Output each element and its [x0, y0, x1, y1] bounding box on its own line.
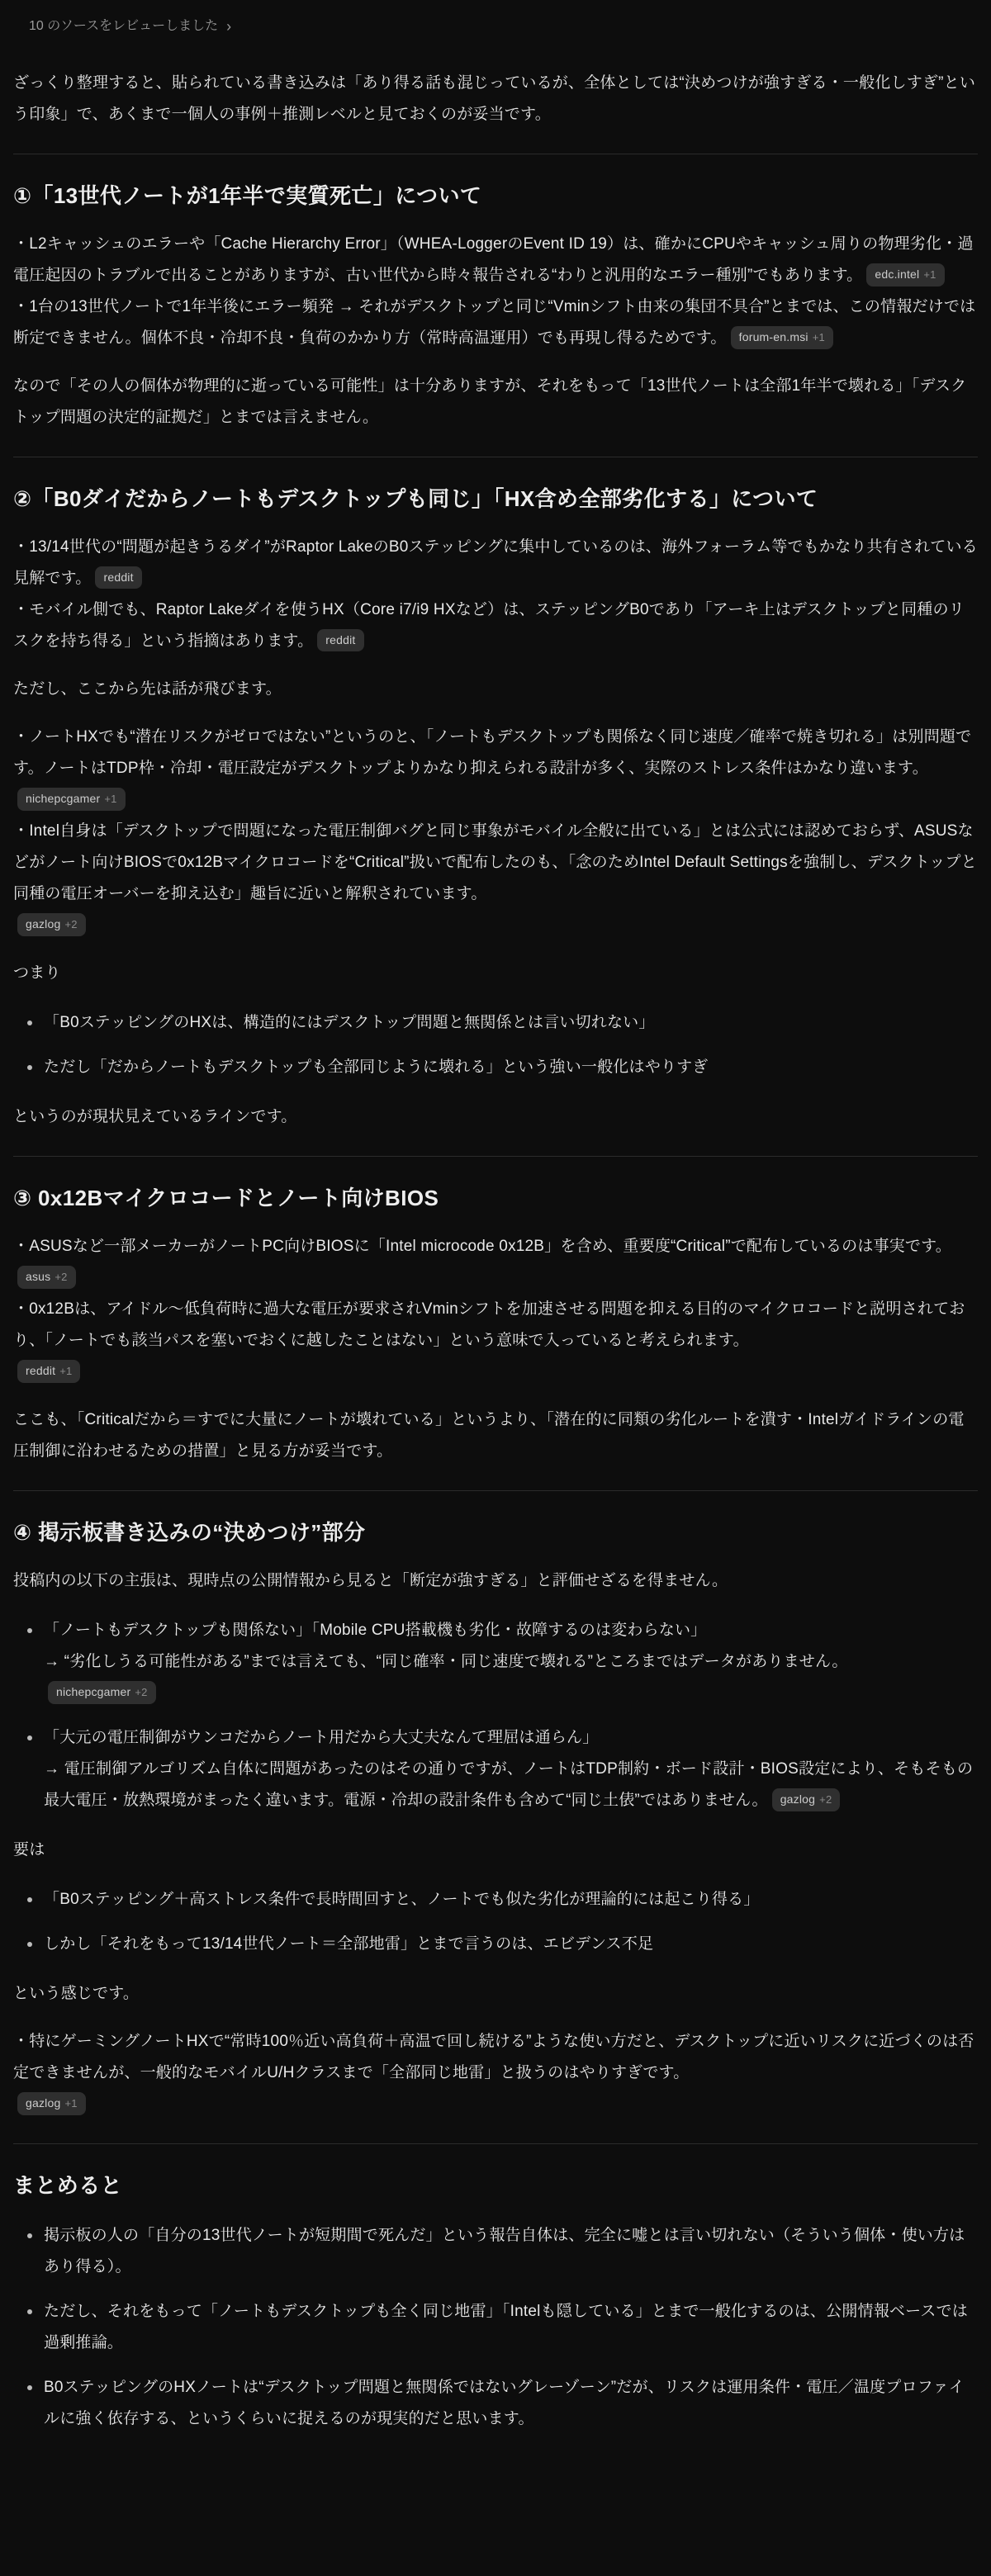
citation-extra-count: +1: [59, 1365, 73, 1377]
paragraph: [13, 1404, 978, 1467]
text-run: というのが現状見えているラインです。: [13, 1108, 297, 1125]
citation-extra-count: +1: [64, 2097, 78, 2110]
citation-chip[interactable]: [317, 629, 363, 651]
list-item: [21, 2296, 978, 2359]
section-heading: まとめると: [13, 2173, 123, 2198]
text-run: ・13/14世代の“問題が起きうるダイ”がRaptor LakeのB0ステッピングに集中しているのは、海外フォーラム等でもかなり共有されている見解です。: [13, 538, 978, 587]
text-run: B0ステッピングのHXノートは“デスクトップ問題と無関係ではないグレーゾーン”だが、リスクは運用条件・電圧／温度プロファイルに強く依存する、というくらいに捉えるのが現実的だと思います。: [44, 2379, 965, 2427]
text-run: ・L2キャッシュのエラーや「Cache Hierarchy Error」（WHEA-LoggerのEvent ID 19）は、確かにCPUやキャッシュ周りの物理劣化・過電圧起因のトラブルで出ることがありますが、古い世代から時々報告される“わりと汎用的なエラー種別”でもあります。: [13, 235, 974, 284]
text-run: 「B0ステッピングのHXは、構造的にはデスクトップ問題と無関係とは言い切れない」: [44, 1014, 655, 1031]
section-divider: [13, 2143, 978, 2144]
citation-chip[interactable]: [731, 326, 833, 349]
citation-chip[interactable]: [772, 1788, 841, 1811]
paragraph: [13, 68, 978, 130]
list-item: [21, 1929, 978, 1960]
citation-source-label: gazlog: [26, 2096, 61, 2110]
citation-source-label: edc.intel: [875, 268, 920, 281]
text-run: ・ノートHXでも“潜在リスクがゼロではない”というのと、「ノートもデスクトップも関係なく同じ速度／確率で焼き切れる」は別問題です。ノートはTDP枠・冷却・電圧設定がデスクトップよりかなり抑えられる設計が多く、実際のストレス条件はかなり違います。: [13, 728, 972, 777]
text-run: 「ノートもデスクトップも関係ない」「Mobile CPU搭載機も劣化・故障するのは変わらない」: [44, 1622, 707, 1639]
text-run: 「大元の電圧制御がウンコだからノート用だから大丈夫なんて理屈は通らん」: [44, 1729, 599, 1746]
list-item: [21, 1007, 978, 1039]
list-item: [21, 1052, 978, 1083]
citation-chip[interactable]: [17, 1266, 76, 1289]
paragraph: [13, 532, 978, 657]
citation-source-label: gazlog: [26, 917, 61, 930]
citation-extra-count: +2: [55, 1271, 68, 1283]
paragraph: [13, 958, 978, 989]
citation-source-label: reddit: [26, 1364, 56, 1377]
citation-source-label: nichepcgamer: [26, 792, 101, 805]
citation-source-label: gazlog: [780, 1792, 816, 1806]
text-run: ・ASUSなど一部メーカーがノートPC向けBIOSに「Intel microcode 0x12B」を含め、重要度“Critical”で配布しているのは事実です。: [13, 1238, 952, 1255]
sources-review-toggle[interactable]: [29, 17, 231, 36]
citation-chip[interactable]: [17, 788, 126, 811]
text-run: ここも、「Criticalだから＝すでに大量にノートが壊れている」というより、「潜在的に同類の劣化ルートを潰す・Intelガイドラインの電圧制御に沿わせるための措置」と見る方が妥当です。: [13, 1411, 965, 1460]
paragraph: [13, 229, 978, 354]
citation-extra-count: +2: [64, 918, 78, 930]
citation-source-label: reddit: [325, 633, 356, 646]
citation-chip[interactable]: [95, 566, 141, 589]
bullet-list: [21, 1884, 978, 1960]
citation-extra-count: +1: [923, 268, 936, 281]
section-divider: [13, 1156, 978, 1157]
bullet-list: [21, 2220, 978, 2435]
citation-extra-count: +2: [819, 1793, 832, 1806]
bullet-list: [21, 1615, 978, 1816]
text-run: 掲示板の人の「自分の13世代ノートが短期間で死んだ」という報告自体は、完全に嘘とは言い切れない（そういう個体・使い方はあり得る）。: [44, 2227, 965, 2275]
text-run: つまり: [13, 964, 61, 982]
citation-chip[interactable]: [866, 263, 944, 286]
paragraph: [13, 1978, 978, 2010]
text-run: ・特にゲーミングノートHXで“常時100％近い高負荷＋高温で回し続ける”ような使い方だと、デスクトップに近いリスクに近づくのは否定できませんが、一般的なモバイルU/Hクラスまで「全部同じ地雷」と扱うのはやりすぎです。: [13, 2033, 974, 2081]
sources-review-label: 10 のソースをレビューしました: [29, 19, 219, 33]
citation-chip[interactable]: [17, 2092, 86, 2115]
assistant-response-body: [13, 68, 978, 2435]
text-run: ざっくり整理すると、貼られている書き込みは「あり得る話も混じっているが、全体としては“決めつけが強すぎる・一般化しすぎ”という印象」で、あくまで一個人の事例＋推測レベルと見ておくのが妥当です。: [13, 74, 976, 123]
section-divider: [13, 1490, 978, 1491]
text-run: ・1台の13世代ノートで1年半後にエラー頻発 → それがデスクトップと同じ“Vminシフト由来の集団不具合”とまでは、この情報だけでは断定できません。個体不良・冷却不良・負荷のかかり方（常時高温運用）でも再現し得るためです。: [13, 298, 976, 347]
paragraph: [13, 722, 978, 941]
paragraph: [13, 1835, 978, 1866]
section-heading: ①「13世代ノートが1年半で実質死亡」について: [13, 183, 482, 208]
citation-extra-count: +2: [135, 1686, 148, 1698]
citation-chip[interactable]: [17, 913, 86, 936]
text-run: 投稿内の以下の主張は、現時点の公開情報から見ると「断定が強すぎる」と評価せざるを得ません。: [13, 1572, 728, 1589]
text-run: という感じです。: [13, 1985, 140, 2002]
text-run: ただし、ここから先は話が飛びます。: [13, 680, 282, 698]
section-heading: ④ 掲示板書き込みの“決めつけ”部分: [13, 1520, 366, 1545]
text-run: しかし「それをもって13/14世代ノート＝全部地雷」とまで言うのは、エビデンス不足: [44, 1935, 654, 1953]
citation-extra-count: +1: [812, 331, 825, 343]
list-item: [21, 1884, 978, 1915]
text-run: ・モバイル側でも、Raptor Lakeダイを使うHX（Core i7/i9 HXなど）は、ステッピングB0であり「アーキ上はデスクトップと同種のリスクを持ち得る」という指摘はあります。: [13, 601, 965, 650]
text-run: → “劣化しうる可能性がある”までは言えても、“同じ確率・同じ速度で壊れる”ところまではデータがありません。: [44, 1653, 848, 1670]
list-item: [21, 1615, 978, 1709]
citation-chip[interactable]: [48, 1681, 156, 1704]
citation-extra-count: +1: [104, 793, 117, 805]
paragraph: [13, 1565, 978, 1597]
bullet-list: [21, 1007, 978, 1083]
chevron-right-icon: ›: [226, 18, 232, 35]
text-run: 「B0ステッピング＋高ストレス条件で長時間回すと、ノートでも似た劣化が理論的には起こり得る」: [44, 1891, 760, 1908]
citation-source-label: reddit: [103, 571, 134, 584]
text-run: ただし、それをもって「ノートもデスクトップも全く同じ地雷」「Intelも隠している」とまで一般化するのは、公開情報ベースでは過剰推論。: [44, 2303, 968, 2351]
list-item: [21, 2372, 978, 2435]
section-heading: ②「B0ダイだからノートもデスクトップも同じ」「HX含め全部劣化する」について: [13, 486, 818, 511]
text-run: ただし「だからノートもデスクトップも全部同じように壊れる」という強い一般化はやりすぎ: [44, 1058, 709, 1076]
list-item: [21, 2220, 978, 2283]
text-run: ・0x12Bは、アイドル～低負荷時に過大な電圧が要求されVminシフトを加速させる問題を抑える目的のマイクロコードと説明されており、「ノートでも該当パスを塞いでおくに越したことはない」という意味で入っていると考えられます。: [13, 1300, 965, 1349]
text-run: なので「その人の個体が物理的に逝っている可能性」は十分ありますが、それをもって「13世代ノートは全部1年半で壊れる」「デスクトップ問題の決定的証拠だ」とまでは言えません。: [13, 377, 967, 426]
citation-source-label: forum-en.msi: [738, 330, 808, 343]
paragraph: [13, 674, 978, 705]
section-heading: ③ 0x12Bマイクロコードとノート向けBIOS: [13, 1186, 439, 1210]
text-run: ・Intel自身は「デスクトップで問題になった電圧制御バグと同じ事象がモバイル全般に出ている」とは公式には認めておらず、ASUSなどがノート向けBIOSで0x12Bマイクロコードを“Critical”扱いで配布したのも、「念のためIntel Default Settingsを強制し、デスクトップと同種の電圧オーバーを抑え込む」趣旨に近いと解釈されています。: [13, 822, 977, 902]
list-item: [21, 1722, 978, 1816]
paragraph: [13, 2026, 978, 2120]
citation-chip[interactable]: [17, 1360, 80, 1383]
text-run: 要は: [13, 1841, 45, 1859]
citation-source-label: asus: [26, 1270, 51, 1283]
citation-source-label: nichepcgamer: [56, 1685, 131, 1698]
paragraph: [13, 1231, 978, 1388]
paragraph: [13, 1101, 978, 1133]
paragraph: [13, 371, 978, 433]
text-run: → 電圧制御アルゴリズム自体に問題があったのはその通りですが、ノートはTDP制約・ボード設計・BIOS設定により、そもそもの最大電圧・放熱環境がまったく違います。電源・冷却の設計条件も含めて“同じ土俵”ではありません。: [44, 1760, 974, 1809]
